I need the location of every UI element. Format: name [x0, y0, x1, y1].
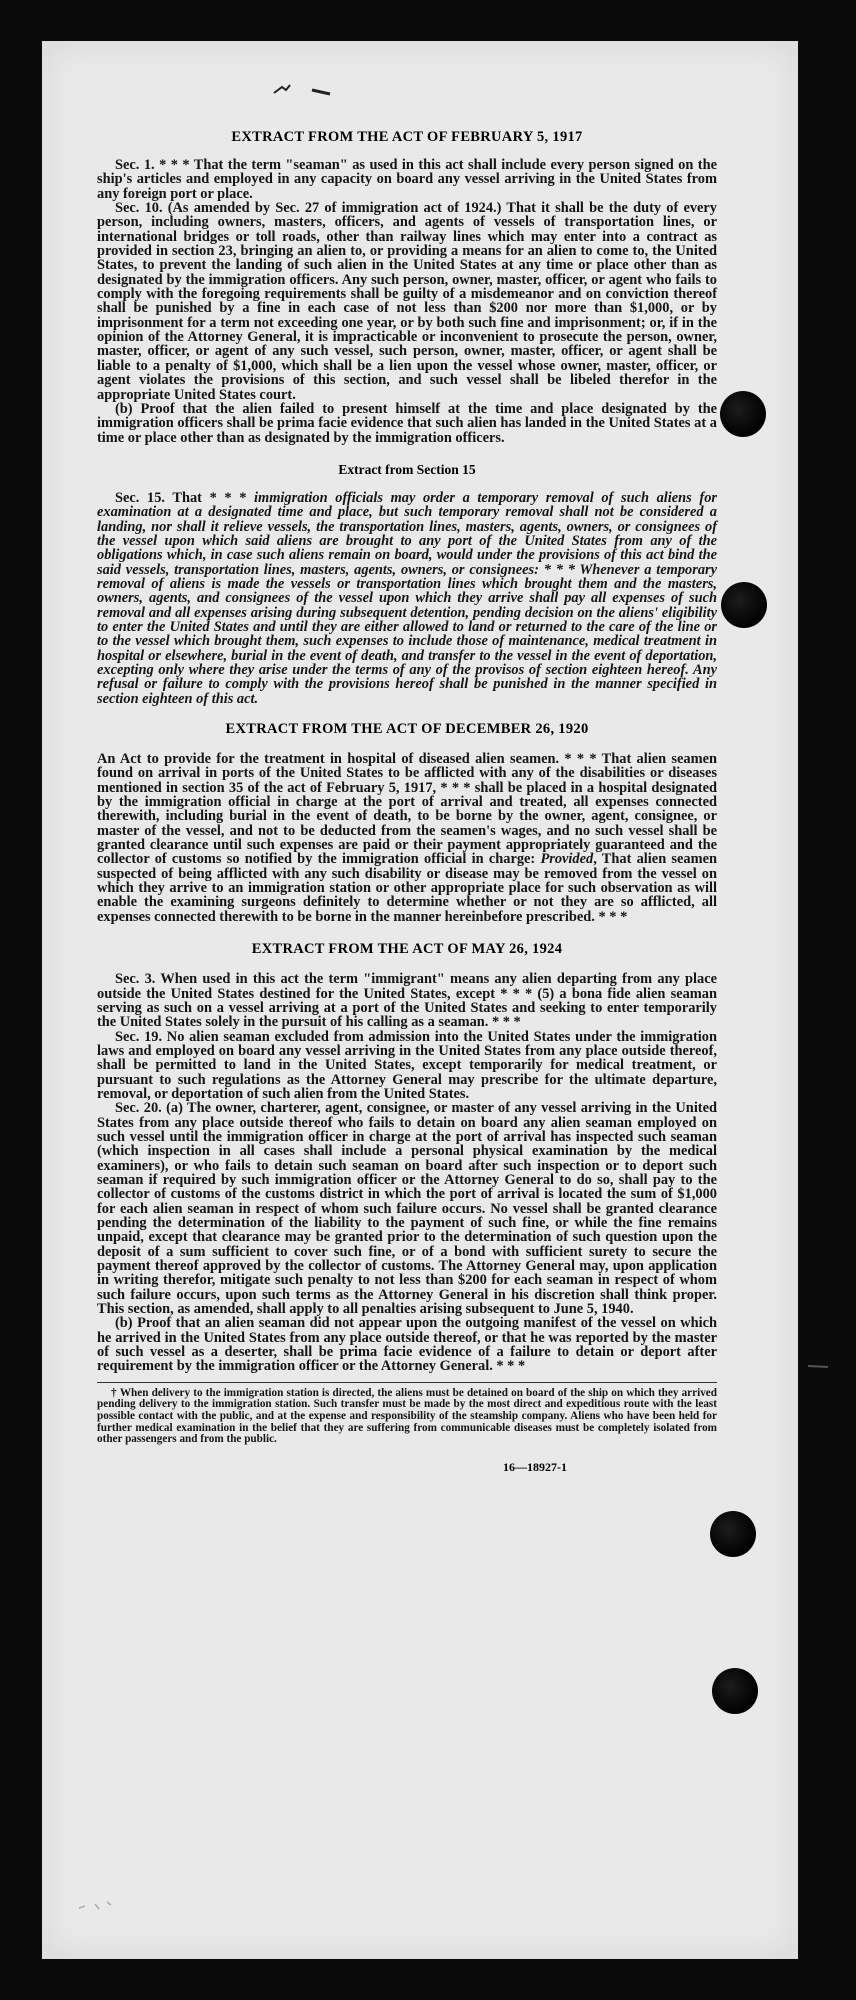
sec-15-lead: Sec. 15. That * * * [115, 489, 255, 506]
heading-act-1924: EXTRACT FROM THE ACT OF MAY 26, 1924 [251, 941, 563, 958]
document-text [97, 128, 717, 1475]
paragraph-sec-15 [97, 491, 717, 706]
paragraph-sec-1: Sec. 1. * * * That the term "seaman" as used in this act shall include every person signed on the ship's articles and employed in any capacity on board any vessel arriving in the United States from any foreign port or place. [97, 157, 717, 202]
paragraph-sec-20: Sec. 20. (a) The owner, charterer, agent, consignee, or master of any vessel arriving in the United States from any place outside thereof who fails to detain on board any alien seaman employed on such vessel until the immigration officer in charge at the port of arrival has inspected such seaman (which inspection in all cases shall include a personal physical examination by the medical examiners), or who fails to detain such seaman on board after such inspection or to deport such seaman if required by such immigration officer or the Attorney General to do so, shall pay to the collector of customs of the customs district in which the port of arrival is located the sum of $1,000 for each alien seaman in respect of whom such failure occurs. No vessel shall be granted clearance pending the determination of the liability to the payment of such fine, or while the fine remains unpaid, except that clearance may be granted prior to the determination of such question upon the deposit of a sum sufficient to cover such fine, or of a bond with sufficient surety to secure the payment thereof approved by the collector of customs. The Attorney General may, upon application in writing therefor, mitigate such penalty to not less than $200 for each seaman in respect of whom such failure occurs, upon such terms as the Attorney General in his discretion shall think proper. This section, as amended, shall apply to all penalties arising subsequent to June 5, 1940. [97, 1100, 717, 1318]
heading-section-15: Extract from Section 15 [338, 461, 476, 477]
punch-hole-3 [710, 1511, 756, 1557]
sec-15-italic-body: immigration officials may order a temporary removal of such aliens for examination at a designated time and place, but such temporary removal shall not be considered a landing, nor shall it relieve vessels, the transportation lines, masters, agents, owners, or consignees of the vessel upon which said aliens are brought to any port of the United States from any of the obligations which, in case such aliens remain on board, would under the provisions of this act bind the said vessels, transportation lines, masters, agents, owners, or consignees: * * * Whenever a temporary removal of aliens is made the vessels or transportation lines which brought them and the masters, owners, agents, and consignees of the vessel upon which they arrive shall pay all expenses of such removal and all expenses arising during subsequent detention, pending decision on the aliens' eligibility to enter the United States and until they are either allowed to land or returned to the care of the line or to the vessel which brought them, such expenses to include those of maintenance, medical treatment in hospital or elsewhere, burial in the event of death, and transfer to the vessel in the event of deportation, excepting only where they arise under the terms of any of the provisos of section eighteen hereof. Any refusal or failure to comply with the provisions hereof shall be punished in the manner specified in section eighteen of this act. [97, 489, 717, 707]
punch-hole-4 [712, 1668, 758, 1714]
page-id: 16—18927-1 [503, 1459, 567, 1474]
paragraph-sec-20b: (b) Proof that an alien seaman did not appear upon the outgoing manifest of the vessel on which he arrived in the United States from any place outside thereof, or that he was reported by the master of such vessel as a deserter, shall be prima facie evidence of a failure to detain or deport after requirement by the immigration officer or the Attorney General. * * * [97, 1315, 717, 1375]
act-1920-body-b: , That alien seamen suspected of being afflicted with any such disability or disease may be removed from the vessel on which they arrive to an immigration station or other appropriate place for such observation as will enable the examining surgeons definitely to determine whether or not they are so afflicted, all expenses connected therewith to be borne in the manner hereinbefore prescribed. * * * [97, 851, 717, 925]
footnote-text: † When delivery to the immigration station is directed, the aliens must be detained on board of the ship on which they arrived pending delivery to the immigration station. Such transfer must be made by the most direct and expeditious route with the least possible contact with the public, and at the expense and responsibility of the steamship company. Aliens who have been held for further medical examination in the belief that they are suffering from communicable diseases must be completely isolated from other passengers and from the public. [97, 1386, 717, 1446]
heading-act-1917: EXTRACT FROM THE ACT OF FEBRUARY 5, 1917 [231, 129, 583, 145]
act-1920-provided: Provided [540, 851, 594, 868]
paragraph-sec-10b: (b) Proof that the alien failed to present himself at the time and place designated by the immigration officers shall be prima facie evidence that such alien has landed in the United States at a time or place other than as designated by the immigration officers. [97, 400, 717, 446]
act-1920-body-a: An Act to provide for the treatment in hospital of diseased alien seamen. * * * That alien seamen found on arrival in ports of the United States to be afflicted with any of the disabilities or diseases mentioned in section 35 of the act of February 5, 1917, * * * shall be placed in a hospital designated by the immigration official in charge at the port of arrival and treated, all expenses connected therewith, including burial in the event of death, to be borne by the owner, agent, consignee, or master of the vessel, and not to be deducted from the seamen's wages, and no such vessel shall be granted clearance until such expenses are paid or their payment appropriately guaranteed and the collector of customs so notified by the immigration official in charge: [97, 751, 717, 868]
punch-hole-2 [721, 582, 767, 628]
punch-hole-1 [720, 391, 766, 437]
paragraph-sec-19: Sec. 19. No alien seaman excluded from admission into the United States under the immigration laws and employed on board any vessel arriving in the United States from any place outside thereof, shall be permitted to land in the United States, except temporarily for medical treatment, or pursuant to such regulations as the Attorney General may prescribe for the ultimate departure, removal, or deportation of such alien from the United States. [97, 1028, 717, 1102]
footnote [97, 1382, 717, 1446]
edge-scan-mark [808, 1362, 830, 1370]
heading-act-1920: EXTRACT FROM THE ACT OF DECEMBER 26, 1920 [225, 721, 589, 738]
ink-smudge-mark [272, 81, 332, 99]
paragraph-act-1920 [97, 752, 717, 924]
paragraph-sec-10: Sec. 10. (As amended by Sec. 27 of immigration act of 1924.) That it shall be the duty of every person, including owners, masters, officers, and agents of vessels of transportation lines, or international bridges or toll roads, other than railway lines which may enter into a contract as provided in section 23, bringing an alien to, or providing a means for an alien to come to, the United States, to prevent the landing of such alien in the United States at any time or place other than as designated by the immigration officers. Any such person, owner, master, officer, or agent who fails to comply with the foregoing requirements shall be guilty of a misdemeanor and on conviction thereof shall be punished by a fine in each case of not less than $200 nor more than $1,000, or by imprisonment for a term not exceeding one year, or by both such fine and imprisonment; or, if in the opinion of the Attorney General, it is impracticable or inconvenient to prosecute the person, owner, master, officer, or agent of any such vessel, such person, owner, master, officer, or agent shall be liable to a penalty of $1,000, which shall be a lien upon the vessel whose owner, master, officer, or agent violates the provisions of this section, and such vessel shall be libeled therefor in the appropriate United States court. [97, 200, 717, 403]
paragraph-sec-3: Sec. 3. When used in this act the term "immigrant" means any alien departing from any place outside the United States destined for the United States, except * * * (5) a bona fide alien seaman serving as such on a vessel arriving at a port of the United States and seeking to enter temporarily the United States solely in the pursuit of his calling as a seaman. * * * [97, 971, 717, 1031]
faint-smudge-mark [77, 1896, 137, 1916]
